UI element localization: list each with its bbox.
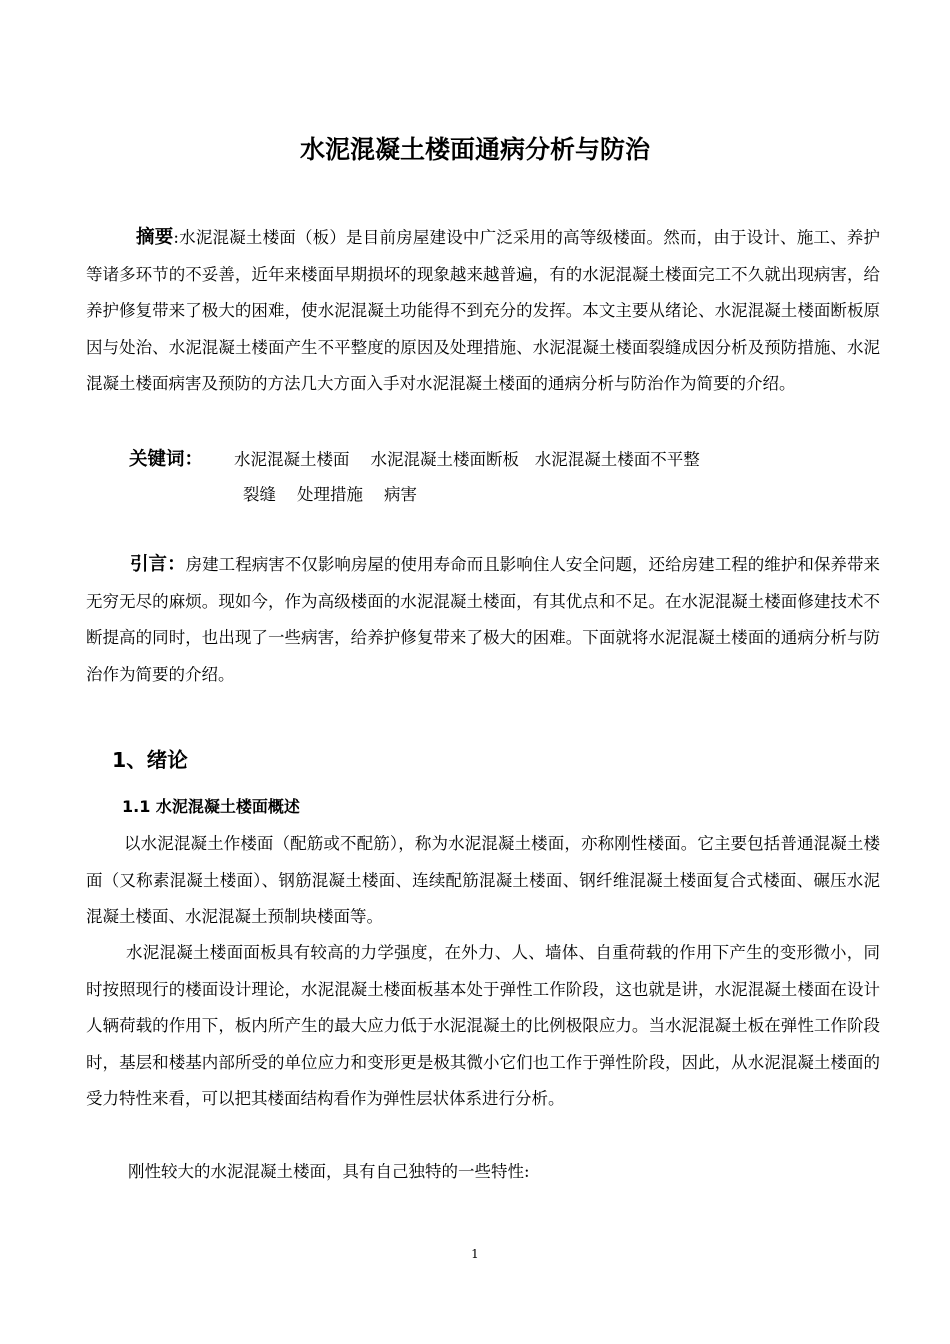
section-1-1-heading: 1.1 水泥混凝土楼面概述 — [122, 797, 300, 816]
document-title: 水泥混凝土楼面通病分析与防治 — [299, 135, 650, 164]
section-1-1-paragraph-1: 以水泥混凝土作楼面（配筋或不配筋），称为水泥混凝土楼面，亦称刚性楼面。它主要包括普通混凝土楼面（又称素混凝土楼面）、钢筋混凝土楼面、连续配筋混凝土楼面、钢纤维混凝土楼面复合式楼面、碾压水泥混凝土楼面、水泥混凝土预制块楼面等。 — [86, 834, 880, 926]
section-1-1-paragraph-3: 刚性较大的水泥混凝土楼面，具有自己独特的一些特性: — [128, 1162, 530, 1181]
intro-label: 引言： — [130, 554, 186, 575]
keywords-line-2: 裂缝 处理措施 病害 — [243, 485, 417, 504]
abstract-paragraph — [86, 220, 880, 403]
intro-text: 房建工程病害不仅影响房屋的使用寿命而且影响住人安全问题，还给房建工程的维护和保养带来无穷无尽的麻烦。现如今，作为高级楼面的水泥混凝土楼面，有其优点和不足。在水泥混凝土楼面修建技术不断提高的同时，也出现了一些病害，给养护修复带来了极大的困难。下面就将水泥混凝土楼面的通病分析与防治作为简要的介绍。 — [86, 555, 880, 684]
intro-paragraph — [86, 547, 880, 693]
keywords-line-1: 水泥混凝土楼面 水泥混凝土楼面断板 水泥混凝土楼面不平整 — [234, 450, 700, 469]
section-1-heading: 1、绪论 — [112, 748, 188, 772]
abstract-text: :水泥混凝土楼面（板）是目前房屋建设中广泛采用的高等级楼面。然而，由于设计、施工、养护等诸多环节的不妥善，近年来楼面早期损坏的现象越来越普遍，有的水泥混凝土楼面完工不久就出现病害，给养护修复带来了极大的困难，使水泥混凝土功能得不到充分的发挥。本文主要从绪论、水泥混凝土楼面断板原因与处治、水泥混凝土楼面产生不平整度的原因及处理措施、水泥混凝土楼面裂缝成因分析及预防措施、水泥混凝土楼面病害及预防的方法几大方面入手对水泥混凝土楼面的通病分析与防治作为简要的介绍。 — [86, 228, 880, 393]
keywords-label: 关键词： — [129, 449, 204, 470]
page-number: 1 — [471, 1247, 479, 1261]
section-1-1-paragraph-2: 水泥混凝土楼面面板具有较高的力学强度，在外力、人、墙体、自重荷载的作用下产生的变形微小，同时按照现行的楼面设计理论，水泥混凝土楼面板基本处于弹性工作阶段，这也就是讲，水泥混凝土楼面在设计人辆荷载的作用下，板内所产生的最大应力低于水泥混凝土的比例极限应力。当水泥混凝土板在弹性工作阶段时，基层和楼基内部所受的单位应力和变形更是极其微小它们也工作于弹性阶段，因此，从水泥混凝土楼面的受力特性来看，可以把其楼面结构看作为弹性层状体系进行分析。 — [86, 943, 880, 1108]
abstract-label: 摘要 — [136, 227, 174, 248]
